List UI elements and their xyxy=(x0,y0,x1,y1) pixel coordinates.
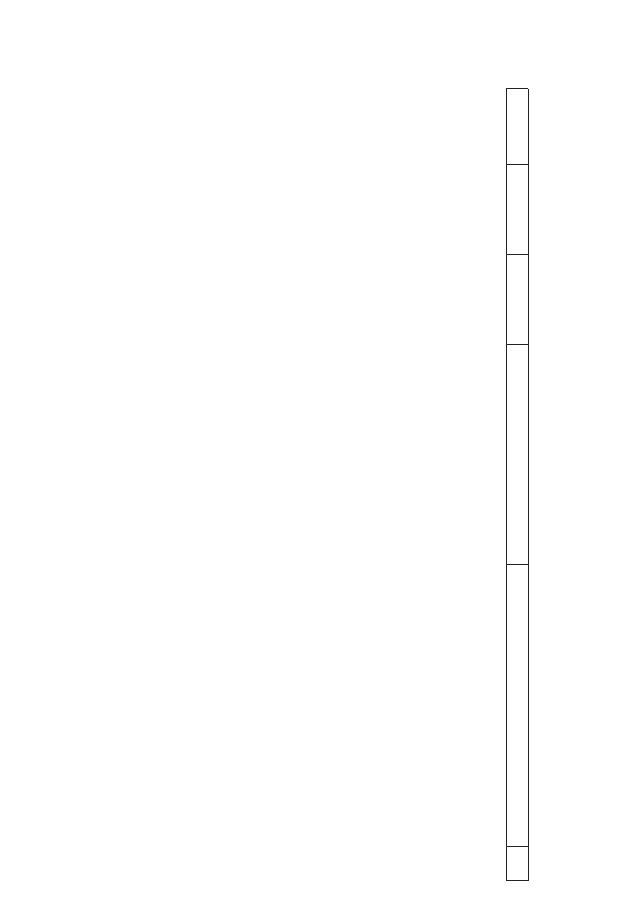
column-divider xyxy=(506,880,528,881)
column-divider xyxy=(506,254,528,255)
column-divider xyxy=(506,88,528,89)
table-header-bottom-rule xyxy=(528,89,529,881)
column-divider xyxy=(506,164,528,165)
column-divider xyxy=(506,564,528,565)
column-divider xyxy=(506,846,528,847)
column-divider xyxy=(506,344,528,345)
table-header-top-rule xyxy=(506,89,507,881)
